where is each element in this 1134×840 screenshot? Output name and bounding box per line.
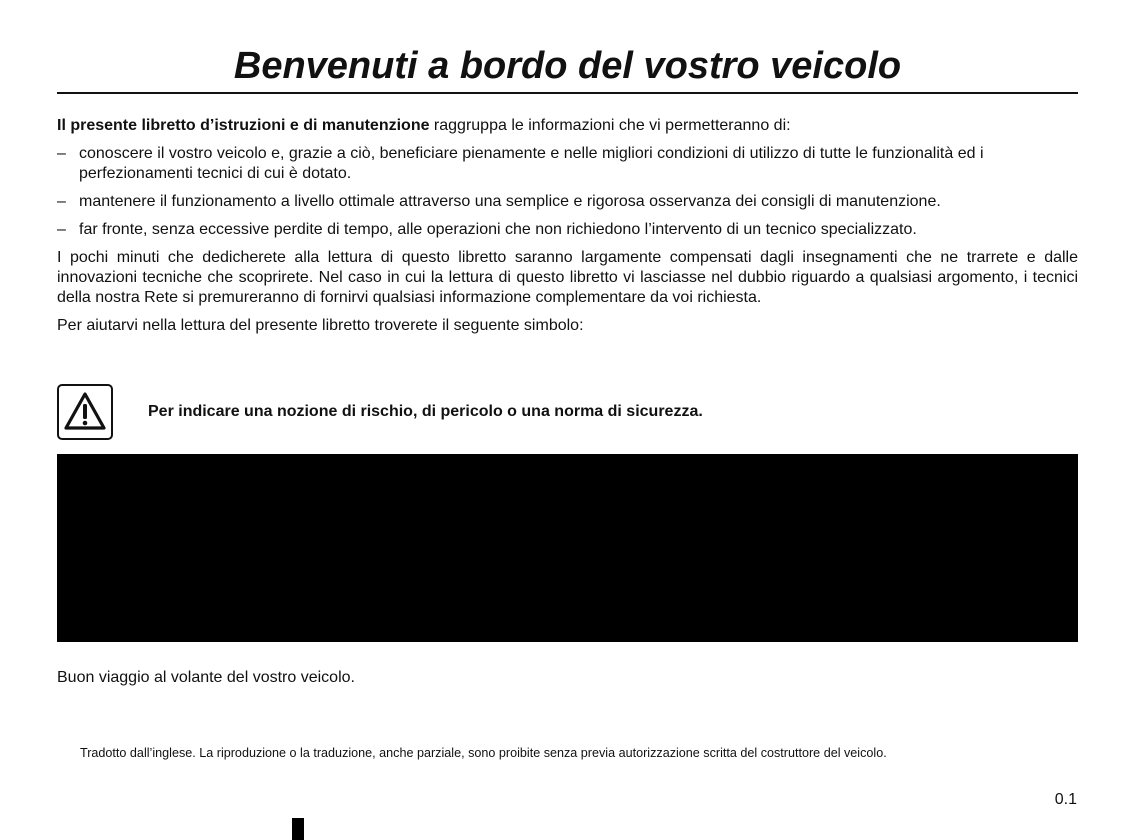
bullet-text: far fronte, senza eccessive perdite di tempo, alle operazioni che non richiedono l’intervento di un tecnico specializzato. <box>79 221 917 238</box>
intro-text: raggruppa le informazioni che vi permetteranno di: <box>429 117 791 134</box>
list-item <box>57 220 1078 240</box>
footnote: Tradotto dall’inglese. La riproduzione o la traduzione, anche parziale, sono proibite senza previa autorizzazione scritta del costruttore del veicolo. <box>80 746 887 760</box>
warning-triangle-icon-graphic <box>62 388 108 436</box>
redacted-block <box>57 454 1078 642</box>
warning-triangle-icon <box>57 384 113 440</box>
bullet-dash: – <box>57 221 66 238</box>
body-paragraph: I pochi minuti che dedicherete alla lettura di questo libretto saranno largamente compensati dagli insegnamenti che ne trarrete e dalle innovazioni tecniche che scoprirete. Nel caso in cui la lettura di questo libretto vi lasciasse nel dubbio riguardo a qualsiasi argomento, i tecnici della nostra Rete si premureranno di fornirvi qualsiasi informazione complementare da voi richiesta. <box>57 249 1078 306</box>
intro-bold-text: Il presente libretto d’istruzioni e di manutenzione <box>57 117 430 134</box>
bullet-dash: – <box>57 145 66 162</box>
margin-mark <box>292 818 304 840</box>
list-item <box>57 192 1078 212</box>
main-content <box>57 116 1078 344</box>
bullet-text: mantenere il funzionamento a livello ottimale attraverso una semplice e rigorosa osservanza dei consigli di manutenzione. <box>79 193 941 210</box>
bullet-text: conoscere il vostro veicolo e, grazie a ciò, beneficiare pienamente e nelle migliori condizioni di utilizzo di tutte le funzionalità ed i perfezionamenti tecnici di cui è dotato. <box>79 145 984 182</box>
intro-paragraph <box>57 116 1078 136</box>
closing-text: Buon viaggio al volante del vostro veicolo. <box>57 669 355 686</box>
symbol-intro-text: Per aiutarvi nella lettura del presente libretto troverete il seguente simbolo: <box>57 317 584 334</box>
list-item <box>57 144 1078 184</box>
title-divider <box>57 92 1078 94</box>
page-number: 0.1 <box>1054 791 1077 808</box>
bullet-dash: – <box>57 193 66 210</box>
warning-text: Per indicare una nozione di rischio, di pericolo o una norma di sicurezza. <box>148 403 703 420</box>
page-title: Benvenuti a bordo del vostro veicolo <box>233 45 902 87</box>
bullet-list <box>57 144 1078 240</box>
